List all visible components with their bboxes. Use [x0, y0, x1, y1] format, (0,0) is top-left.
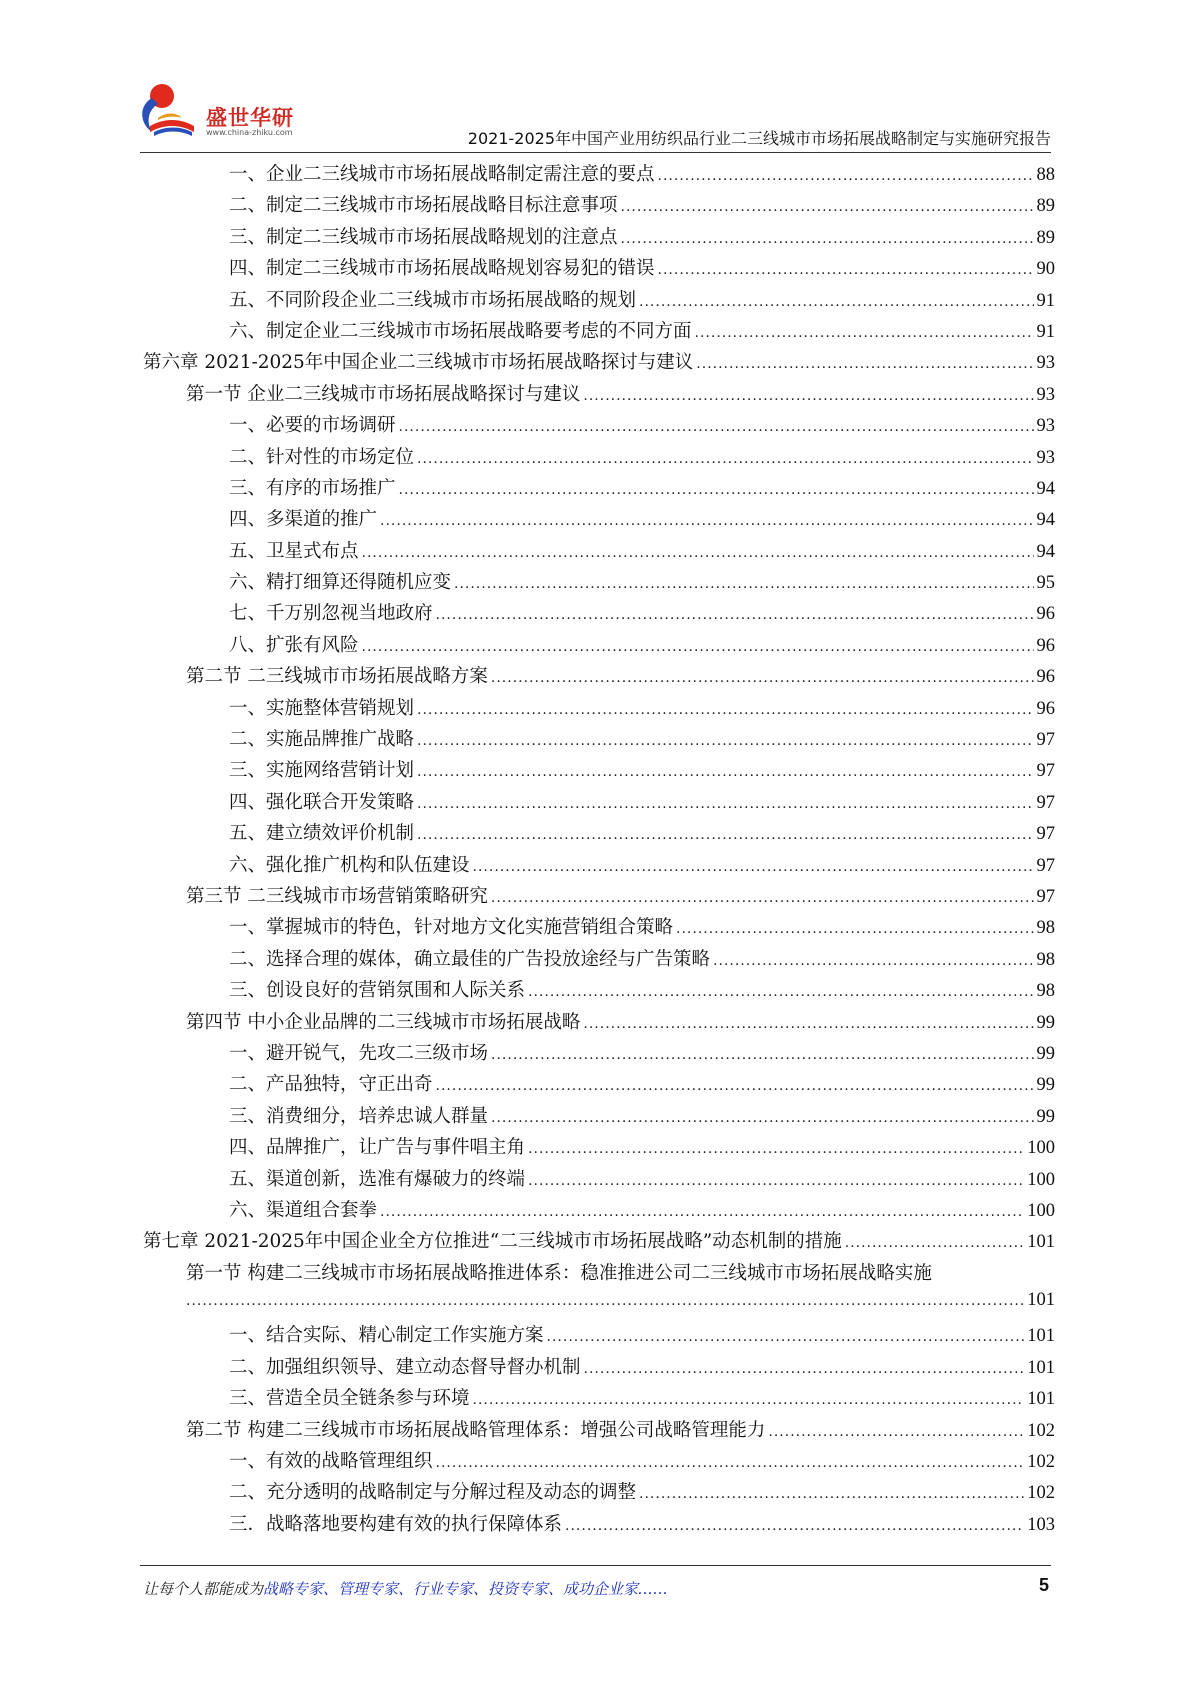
toc-entry-title: 第七章 2021-2025年中国企业全方位推进“二三线城市市场拓展战略”动态机制的措施: [143, 1231, 842, 1253]
toc-entry-title: 二、选择合理的媒体，确立最佳的广告投放途经与广告策略: [229, 948, 711, 970]
toc-dot-leader: [695, 325, 1034, 341]
toc-entry[interactable]: [143, 1196, 1055, 1227]
toc-dot-leader: [417, 764, 1033, 780]
toc-entry[interactable]: [143, 286, 1055, 317]
page-number: 5: [1038, 1575, 1049, 1595]
toc-dot-leader: [380, 513, 1033, 529]
toc-entry[interactable]: [143, 1353, 1055, 1384]
toc-entry-page: 103: [1027, 1514, 1055, 1535]
toc-entry[interactable]: [143, 725, 1055, 756]
toc-entry-page: 91: [1036, 321, 1055, 342]
toc-entry-page: 93: [1036, 384, 1055, 405]
toc-entry-title: 一、实施整体营销规划: [229, 697, 415, 719]
toc-entry-page: 99: [1036, 1012, 1055, 1033]
toc-entry-page: 101: [1027, 1357, 1055, 1378]
toc-dot-leader: [399, 482, 1034, 498]
toc-entry[interactable]: [143, 599, 1055, 630]
toc-entry-page: 97: [1036, 761, 1055, 782]
toc-entry-page: 102: [1027, 1483, 1055, 1504]
toc-entry-title: 一、避开锐气，先攻二三级市场: [229, 1042, 489, 1064]
toc-dot-leader: [528, 984, 1033, 1000]
toc-entry-page: 94: [1036, 510, 1055, 531]
toc-dot-leader: [436, 1078, 1034, 1094]
toc-entry-page: 94: [1036, 541, 1055, 562]
toc-entry-title: 一、结合实际、精心制定工作实施方案: [229, 1325, 544, 1347]
toc-entry-page: 97: [1036, 886, 1055, 907]
toc-entry-page: 98: [1036, 918, 1055, 939]
toc-dot-leader: [362, 545, 1034, 561]
toc-dot-leader: [380, 1204, 1024, 1220]
toc-entry-title: 三、消费细分，培养忠诚人群量: [229, 1105, 489, 1127]
toc-dot-leader: [417, 702, 1033, 718]
toc-entry[interactable]: [143, 1384, 1055, 1415]
brand-logo: [140, 80, 310, 150]
toc-entry[interactable]: [143, 505, 1055, 536]
toc-dot-leader: [417, 451, 1033, 467]
toc-entry[interactable]: [143, 976, 1055, 1007]
toc-dot-leader: [658, 168, 1034, 184]
toc-dot-leader: [547, 1329, 1025, 1345]
toc-dot-leader: [713, 953, 1033, 969]
toc-dot-leader: [528, 1141, 1024, 1157]
toc-entry-title: 五、不同阶段企业二三线城市市场拓展战略的规划: [229, 289, 637, 311]
toc-dot-leader: [436, 607, 1034, 623]
toc-entry-title: 二、产品独特，守正出奇: [229, 1074, 433, 1096]
toc-entry-page: 91: [1036, 290, 1055, 311]
toc-entry-title: 第一节 企业二三线城市市场拓展战略探讨与建议: [186, 383, 581, 405]
toc-dot-leader: [845, 1235, 1025, 1251]
toc-entry-title: 三、营造全员全链条参与环境: [229, 1388, 470, 1410]
toc-entry-page: 93: [1036, 416, 1055, 437]
footer-slogan-prefix: 让每个人都能成为: [143, 1580, 264, 1598]
toc-dot-leader: [362, 639, 1034, 655]
toc-entry-page: 100: [1027, 1200, 1055, 1221]
toc-entry[interactable]: [143, 631, 1055, 662]
toc-dot-leader: [436, 1455, 1025, 1471]
toc-entry[interactable]: [143, 411, 1055, 442]
toc-entry[interactable]: [143, 1133, 1055, 1164]
toc-entry-page: 93: [1036, 447, 1055, 468]
toc-entry-title: 三、制定二三线城市市场拓展战略规划的注意点: [229, 226, 618, 248]
toc-entry-title: 二、充分透明的战略制定与分解过程及动态的调整: [229, 1482, 637, 1504]
footer-slogan-highlight: 战略专家、管理专家、行业专家、投资专家、成功企业家……: [263, 1580, 669, 1598]
toc-chapter-entry[interactable]: [143, 1227, 1055, 1258]
toc-entry-title: 八、扩张有风险: [229, 634, 359, 656]
footer-divider: [140, 1565, 1051, 1566]
toc-entry-page: 99: [1036, 1075, 1055, 1096]
toc-entry-page: 97: [1036, 730, 1055, 751]
toc-dot-leader: [399, 419, 1034, 435]
toc-entry-title: 一、必要的市场调研: [229, 415, 396, 437]
toc-dot-leader: [454, 576, 1033, 592]
toc-entry[interactable]: [143, 1510, 1055, 1541]
toc-entry-title: 四、多渠道的推广: [229, 509, 378, 531]
toc-entry-page: 89: [1036, 227, 1055, 248]
toc-entry-page: 98: [1036, 981, 1055, 1002]
toc-entry[interactable]: [143, 913, 1055, 944]
toc-entry-title: 四、制定二三线城市市场拓展战略规划容易犯的错误: [229, 258, 655, 280]
toc-entry-title: 二、制定二三线城市市场拓展战略目标注意事项: [229, 195, 618, 217]
toc-dot-leader: [491, 890, 1034, 906]
toc-entry-page: 98: [1036, 949, 1055, 970]
toc-section-entry[interactable]: [143, 882, 1055, 913]
toc-entry-page: 101: [1027, 1389, 1055, 1410]
toc-entry[interactable]: [143, 1039, 1055, 1070]
toc-entry-title: 二、实施品牌推广战略: [229, 729, 415, 751]
toc-entry[interactable]: [143, 1447, 1055, 1478]
toc-entry-page: 101: [1027, 1232, 1055, 1253]
toc-section-entry[interactable]: [143, 1259, 1055, 1322]
toc-dot-leader: [186, 1293, 1024, 1309]
toc-dot-leader: [639, 294, 1033, 310]
toc-dot-leader: [473, 1392, 1025, 1408]
table-of-contents: [143, 160, 1055, 1541]
toc-entry-page: 88: [1036, 165, 1055, 185]
toc-dot-leader: [621, 199, 1034, 215]
toc-entry[interactable]: [143, 1478, 1055, 1509]
toc-entry-title: 第二节 二三线城市市场拓展战略方案: [186, 666, 488, 688]
toc-entry[interactable]: [143, 1165, 1055, 1196]
toc-entry[interactable]: [143, 443, 1055, 474]
toc-dot-leader: [658, 262, 1034, 278]
toc-dot-leader: [639, 1486, 1024, 1502]
toc-entry-page: 99: [1036, 1043, 1055, 1064]
toc-dot-leader: [583, 388, 1033, 404]
toc-entry[interactable]: [143, 474, 1055, 505]
toc-entry-page: 97: [1036, 792, 1055, 813]
toc-chapter-entry[interactable]: [143, 348, 1055, 379]
toc-entry-page: 96: [1036, 604, 1055, 625]
toc-entry[interactable]: [143, 1102, 1055, 1133]
toc-dot-leader: [473, 859, 1034, 875]
toc-entry[interactable]: [143, 254, 1055, 285]
toc-entry-title: 五、渠道创新，选准有爆破力的终端: [229, 1168, 526, 1190]
toc-section-entry[interactable]: [143, 380, 1055, 411]
toc-entry-page: 101: [1027, 1326, 1055, 1347]
toc-dot-leader: [491, 1110, 1033, 1126]
toc-entry-page: 95: [1036, 573, 1055, 594]
toc-entry[interactable]: [143, 223, 1055, 254]
toc-entry-title: 七、千万别忽视当地政府: [229, 603, 433, 625]
toc-dot-leader: [417, 796, 1033, 812]
toc-entry-page: 90: [1036, 259, 1055, 280]
toc-entry-page: 96: [1036, 667, 1055, 688]
toc-entry-page: 96: [1036, 698, 1055, 719]
toc-entry-title: 第二节 构建二三线城市市场拓展战略管理体系：增强公司战略管理能力: [186, 1419, 766, 1441]
header-divider: [140, 152, 1051, 153]
toc-dot-leader: [696, 356, 1033, 372]
toc-entry-title: 第六章 2021-2025年中国企业二三线城市市场拓展战略探讨与建议: [143, 352, 694, 374]
toc-dot-leader: [417, 827, 1033, 843]
toc-entry-title: 一、掌握城市的特色，针对地方文化实施营销组合策略: [229, 917, 674, 939]
toc-entry[interactable]: [143, 819, 1055, 850]
toc-entry-page: 102: [1027, 1452, 1055, 1473]
toc-entry-title: 三、实施网络营销计划: [229, 760, 415, 782]
toc-entry[interactable]: [143, 191, 1055, 222]
toc-entry[interactable]: [143, 851, 1055, 882]
toc-entry[interactable]: [143, 1070, 1055, 1101]
toc-entry-page: 97: [1036, 824, 1055, 845]
toc-entry[interactable]: [143, 160, 1055, 191]
toc-entry-title: 四、强化联合开发策略: [229, 791, 415, 813]
logo-emblem-icon: [140, 80, 204, 146]
toc-dot-leader: [565, 1518, 1024, 1534]
toc-dot-leader: [768, 1424, 1024, 1440]
toc-entry-title: 一、企业二三线城市市场拓展战略制定需注意的要点: [229, 164, 655, 185]
toc-entry-page: 89: [1036, 196, 1055, 217]
toc-entry-page: 96: [1036, 635, 1055, 656]
toc-entry-page: 99: [1036, 1106, 1055, 1127]
toc-entry[interactable]: [143, 568, 1055, 599]
toc-entry-title: 六、渠道组合套拳: [229, 1199, 378, 1221]
toc-entry-title: 一、有效的战略管理组织: [229, 1451, 433, 1473]
toc-entry[interactable]: [143, 945, 1055, 976]
toc-entry-title: 第三节 二三线城市市场营销策略研究: [186, 885, 488, 907]
toc-entry-title: 五、建立绩效评价机制: [229, 823, 415, 845]
toc-entry-page: 97: [1036, 855, 1055, 876]
toc-entry-title: 二、针对性的市场定位: [229, 446, 415, 468]
toc-entry-title: 三．战略落地要构建有效的执行保障体系: [229, 1513, 563, 1535]
toc-dot-leader: [676, 921, 1033, 937]
toc-dot-leader: [417, 733, 1033, 749]
toc-dot-leader: [583, 1016, 1033, 1032]
toc-entry-title: 四、品牌推广，让广告与事件唱主角: [229, 1137, 526, 1159]
toc-entry[interactable]: [143, 1321, 1055, 1352]
toc-entry-page: 94: [1036, 478, 1055, 499]
toc-entry[interactable]: [143, 788, 1055, 819]
toc-entry-title: 六、强化推广机构和队伍建设: [229, 854, 470, 876]
brand-name: 盛世华研: [206, 106, 294, 130]
footer-slogan: [143, 1578, 668, 1599]
toc-entry-title: 第四节 中小企业品牌的二三线城市市场拓展战略: [186, 1011, 581, 1033]
toc-dot-leader: [528, 1173, 1024, 1189]
toc-entry[interactable]: [143, 317, 1055, 348]
toc-entry[interactable]: [143, 537, 1055, 568]
toc-dot-leader: [584, 1361, 1025, 1377]
toc-entry-page: 100: [1027, 1138, 1055, 1159]
toc-section-entry[interactable]: [143, 1416, 1055, 1447]
toc-entry-title: 二、加强组织领导、建立动态督导督办机制: [229, 1356, 581, 1378]
document-header-title: 2021-2025年中国产业用纺织品行业二三线城市市场拓展战略制定与实施研究报告: [467, 129, 1051, 148]
toc-entry-title: 三、创设良好的营销氛围和人际关系: [229, 980, 526, 1002]
toc-entry-page: 102: [1027, 1420, 1055, 1441]
toc-section-entry[interactable]: [143, 662, 1055, 693]
toc-section-entry[interactable]: [143, 1008, 1055, 1039]
toc-entry-title: 三、有序的市场推广: [229, 477, 396, 499]
toc-dot-leader: [621, 231, 1034, 247]
toc-dot-leader: [491, 670, 1034, 686]
toc-entry-title: 第一节 构建二三线城市市场拓展战略推进体系：稳准推进公司二三线城市市场拓展战略实施: [186, 1262, 932, 1284]
toc-entry[interactable]: [143, 756, 1055, 787]
toc-entry-title: 六、制定企业二三线城市市场拓展战略要考虑的不同方面: [229, 320, 692, 342]
brand-url: www.china-zhiku.com: [206, 128, 293, 137]
toc-entry-page: 93: [1036, 353, 1055, 374]
toc-entry-title: 六、精打细算还得随机应变: [229, 572, 452, 594]
toc-entry[interactable]: [143, 694, 1055, 725]
toc-entry-page: 101: [1027, 1290, 1055, 1311]
toc-entry-page: 100: [1027, 1169, 1055, 1190]
toc-entry-title: 五、卫星式布点: [229, 540, 359, 562]
toc-dot-leader: [491, 1047, 1033, 1063]
